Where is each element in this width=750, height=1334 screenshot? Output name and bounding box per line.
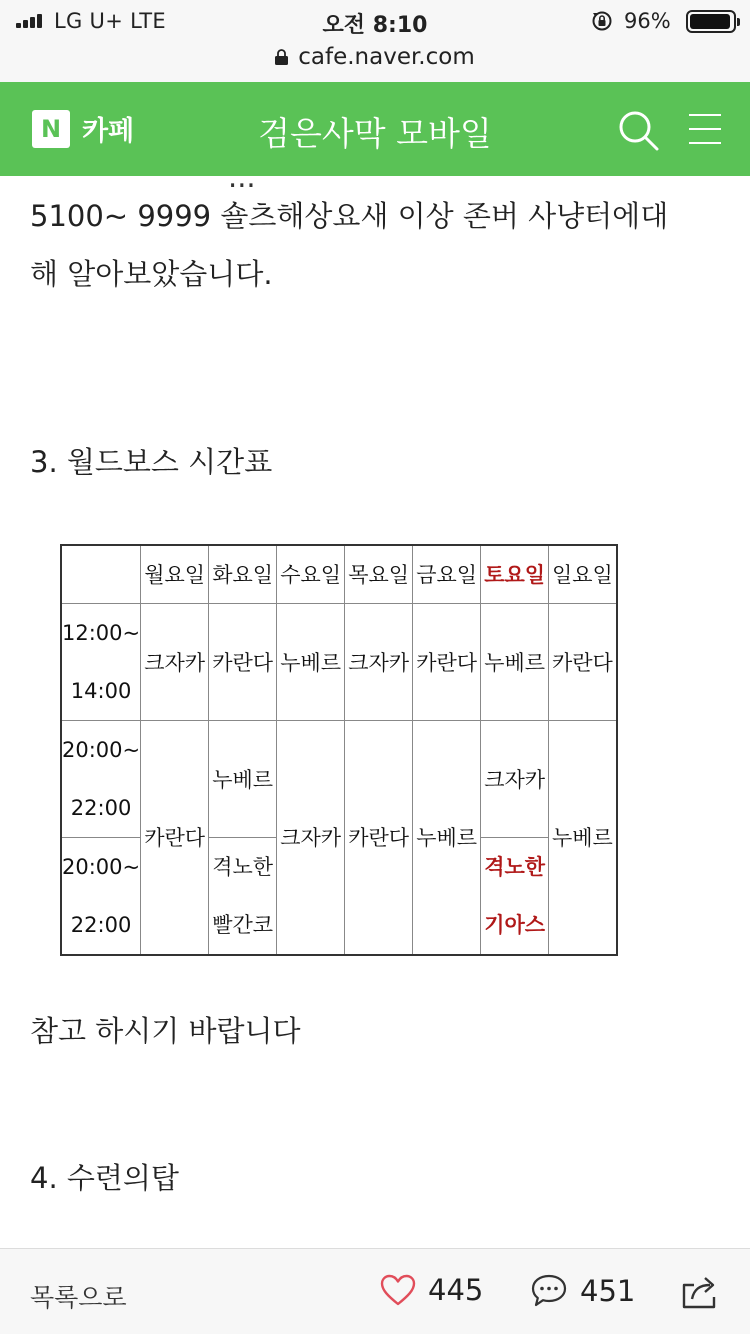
share-icon[interactable] [680, 1273, 720, 1311]
like-button[interactable] [380, 1273, 483, 1307]
boss-cell: 카란다 [345, 720, 413, 955]
day-header: 일요일 [549, 545, 617, 603]
time-end: 14:00 [70, 678, 132, 703]
time-start: 12:00~ [62, 620, 141, 645]
boss-cell-highlight [481, 837, 549, 955]
time-start: 20:00~ [62, 854, 141, 879]
boss-cell: 누베르 [481, 603, 549, 720]
article-body [0, 176, 750, 1248]
carrier-label: LG U+ LTE [54, 9, 166, 33]
table-corner-cell [61, 545, 141, 603]
comment-icon [530, 1273, 568, 1309]
lock-icon [275, 49, 288, 65]
battery-icon [686, 10, 736, 33]
boss-cell: 크자카 [345, 603, 413, 720]
naver-logo-icon: N [32, 110, 70, 148]
boss-cell: 누베르 [209, 720, 277, 837]
world-boss-table [60, 544, 618, 956]
time-slot-cell [61, 603, 141, 720]
comment-button[interactable] [530, 1273, 635, 1309]
section-heading-world-boss: 3. 월드보스 시간표 [30, 445, 273, 479]
battery-percent: 96% [624, 9, 671, 33]
status-time: 오전 8:10 [322, 13, 428, 38]
search-icon[interactable] [616, 108, 660, 152]
boss-cell [209, 837, 277, 955]
boss-cell: 누베르 [277, 603, 345, 720]
status-bar [0, 0, 750, 44]
day-header: 화요일 [209, 545, 277, 603]
boss-cell: 누베르 [549, 720, 617, 955]
clipped-text-line: ... [228, 176, 256, 194]
boss-name-line: 빨간코 [212, 912, 274, 937]
heart-icon [380, 1274, 416, 1306]
time-end: 22:00 [70, 795, 132, 820]
menu-icon[interactable] [686, 110, 724, 148]
boss-cell: 카란다 [141, 720, 209, 955]
time-slot-cell [61, 720, 141, 837]
boss-cell: 크자카 [277, 720, 345, 955]
boss-cell: 크자카 [481, 720, 549, 837]
comment-count: 451 [580, 1274, 636, 1308]
day-header: 수요일 [277, 545, 345, 603]
time-start: 20:00~ [62, 737, 141, 762]
boss-name-line: 기아스 [484, 912, 546, 937]
time-slot-cell [61, 837, 141, 955]
paragraph-line-1: 5100~ 9999 숄츠해상요새 이상 존버 사냥터에대 [30, 199, 669, 233]
section-heading-tower: 4. 수련의탑 [30, 1161, 179, 1195]
time-end: 22:00 [70, 912, 132, 937]
boss-cell: 카란다 [209, 603, 277, 720]
cafe-header [0, 82, 750, 176]
boss-cell: 카란다 [549, 603, 617, 720]
day-header: 월요일 [141, 545, 209, 603]
paragraph-line-2: 해 알아보았습니다. [30, 257, 273, 291]
like-count: 445 [428, 1273, 484, 1307]
day-header: 금요일 [413, 545, 481, 603]
closing-text: 참고 하시기 바랍니다 [30, 1014, 301, 1048]
logo-text: 카페 [82, 116, 135, 147]
orientation-lock-icon [591, 10, 613, 32]
boss-cell: 크자카 [141, 603, 209, 720]
boss-name-line: 격노한 [484, 854, 546, 879]
day-header-saturday: 토요일 [481, 545, 549, 603]
bottom-toolbar [0, 1248, 750, 1334]
day-header: 목요일 [345, 545, 413, 603]
boss-cell: 누베르 [413, 720, 481, 955]
url-text: cafe.naver.com [298, 44, 475, 70]
cafe-title[interactable]: 검은사막 모바일 [258, 114, 492, 153]
back-to-list-button[interactable]: 목록으로 [30, 1278, 127, 1314]
url-bar[interactable] [0, 44, 750, 82]
boss-cell: 카란다 [413, 603, 481, 720]
boss-name-line: 격노한 [212, 854, 274, 879]
